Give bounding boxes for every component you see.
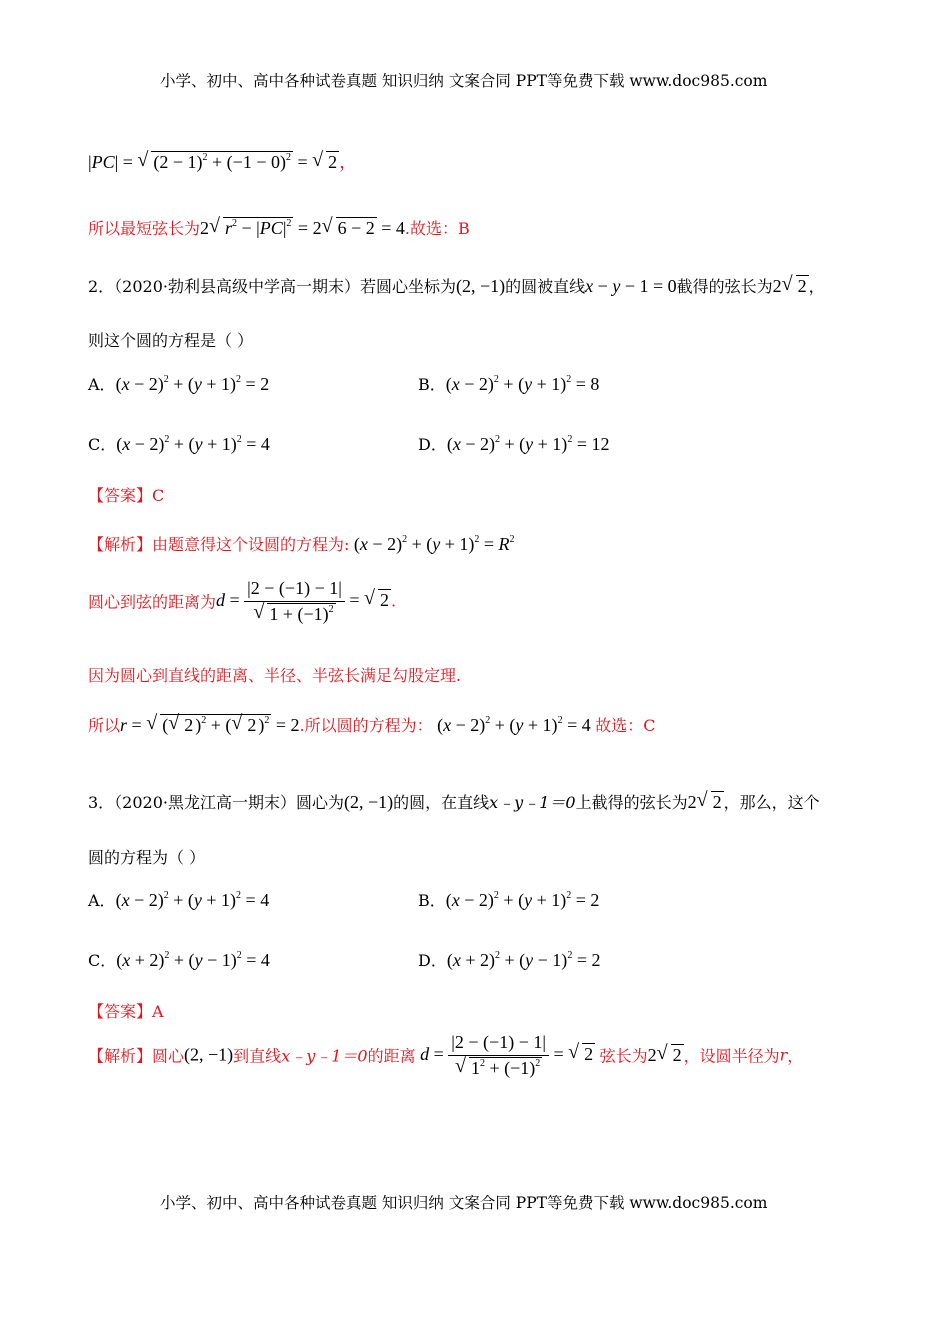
- q2-distance-line: 圆心到弦的距离为d = |2 − (−1) − 1| √ $1 + (-1)^2$ = √ 2 .: [88, 578, 396, 625]
- shortest-chord-prefix: 所以最短弦长为: [88, 219, 201, 238]
- shortest-chord-line: 所以最短弦长为2√ $r^2 - |PC|^2 = 2√$ 6 − 2 = 4.故选：B: [88, 216, 470, 239]
- q2-option-a[interactable]: A．$(x - 2)^2 + (y + 1)^2 = 2$: [88, 374, 270, 394]
- q3-analysis: 【解析】圆心(2, −1)到直线x﹣y﹣1＝0的距离 d = |2 − (−1) − 1| √ $1^2 + (-1)^2$ = √ 2 弦长为2√ 2 ，设圆半径为r，: [88, 1032, 803, 1079]
- shortest-chord-suffix: .故选：B: [404, 219, 470, 238]
- pc-distance-formula: |PC| = √ $(2 - 1)^2 + (-1 - 0)^2$ = √ 2 ，: [88, 148, 357, 174]
- q3-option-b[interactable]: B．$(x - 2)^2 + (y + 1)^2 = 2$: [418, 890, 600, 910]
- q2-option-b[interactable]: B．$(x - 2)^2 + (y + 1)^2 = 8$: [418, 374, 600, 394]
- q2-pythagoras-line: 因为圆心到直线的距离、半径、半弦长满足勾股定理.: [88, 666, 462, 685]
- q2-option-c[interactable]: C．$(x - 2)^2 + (y + 1)^2 = 4$: [88, 434, 270, 454]
- q3-option-d[interactable]: D．$(x + 2)^2 + (y - 1)^2 = 2$: [418, 950, 601, 970]
- question-3-stem: 3．（2020·黑龙江高一期末）圆心为(2, −1)的圆，在直线x﹣y﹣1＝0上截得的弦长为2√ 2 ，那么，这个: [88, 790, 820, 813]
- q3-option-c[interactable]: C．$(x + 2)^2 + (y - 1)^2 = 4$: [88, 950, 270, 970]
- q3-answer: 【答案】A: [88, 1002, 164, 1021]
- question-2-stem: 2．（2020·勃利县高级中学高一期末）若圆心坐标为(2, −1)的圆被直线x − y − 1 = 0截得的弦长为2√ 2 ，: [88, 274, 825, 297]
- question-3-stem-line2: 圆的方程为（ ）: [88, 848, 206, 867]
- q2-analysis: 【解析】由题意得这个设圆的方程为: $(x - 2)^2 + (y + 1)^2 = R^2$: [88, 534, 515, 554]
- q2-answer: 【答案】C: [88, 486, 165, 505]
- page-footer: 小学、初中、高中各种试卷真题 知识归纳 文案合同 PPT等免费下载 www.doc985.com: [160, 1194, 768, 1212]
- question-2-stem-line2: 则这个圆的方程是（ ）: [88, 331, 254, 350]
- q3-option-a[interactable]: A．$(x - 2)^2 + (y + 1)^2 = 4$: [88, 890, 270, 910]
- page-header: 小学、初中、高中各种试卷真题 知识归纳 文案合同 PPT等免费下载 www.doc985.com: [160, 72, 768, 90]
- q2-option-d[interactable]: D．$(x - 2)^2 + (y + 1)^2 = 12$: [418, 434, 610, 454]
- q2-radius-line: 所以r = √ (√ 2 )$^2$ + (√ 2 )$^2$ = 2.所以圆的方程为： $(x - 2)^2 + (y + 1)^2 = 4$ 故选：C: [88, 713, 655, 736]
